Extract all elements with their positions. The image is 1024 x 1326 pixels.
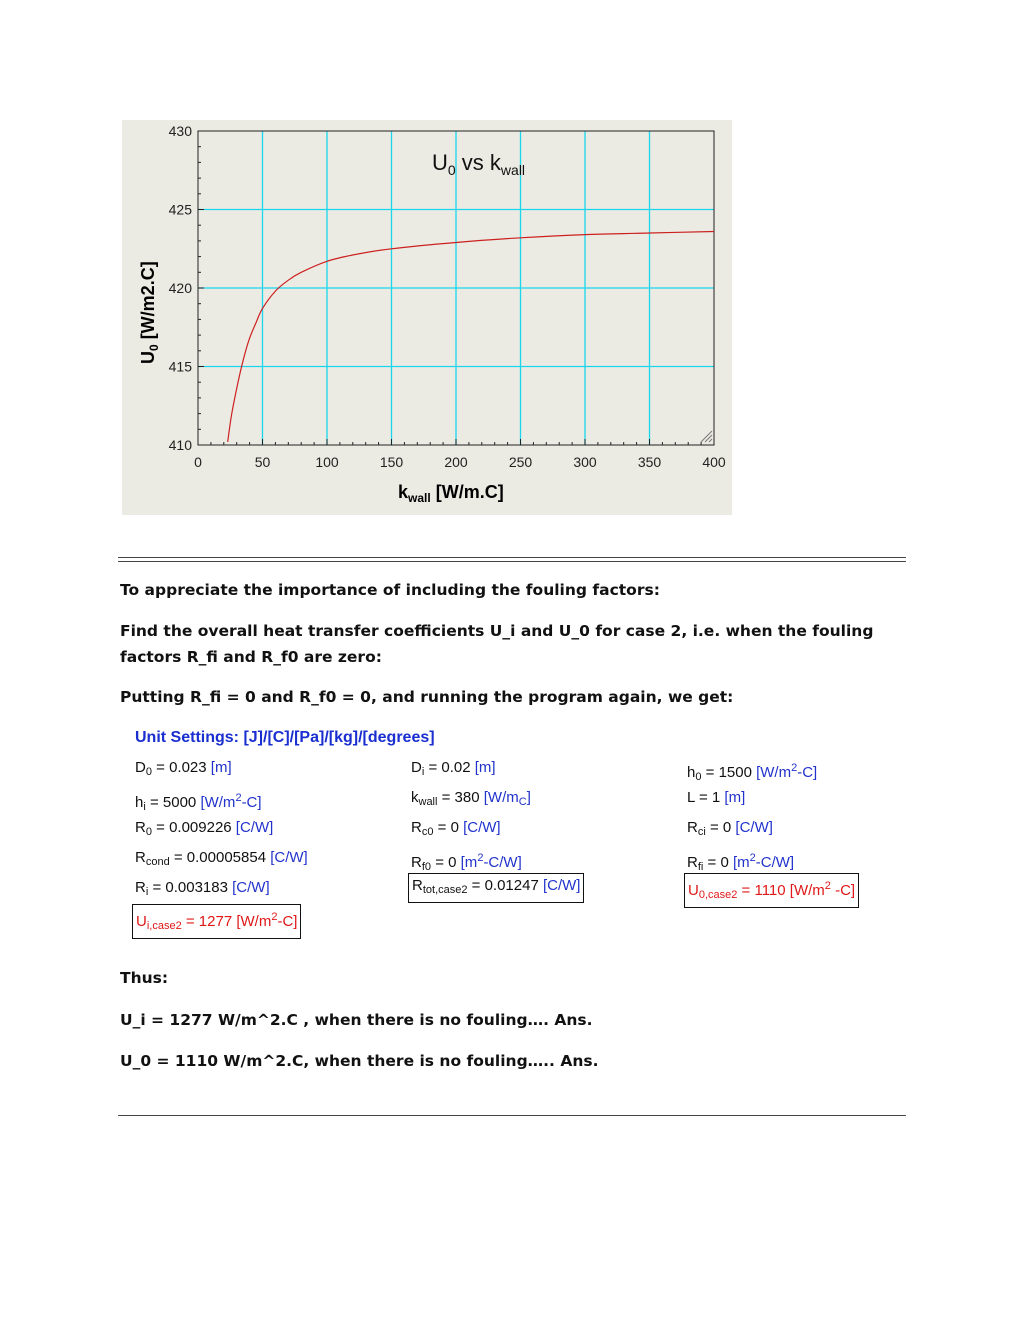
bottom-divider xyxy=(118,1115,906,1116)
result-rtot-case2: $R_{tot,case2} = 0.01247$ [C/W] xyxy=(408,873,584,903)
x-tick-label: 250 xyxy=(508,454,533,470)
paragraph-thus: Thus: xyxy=(120,969,169,987)
result-u0-case2: $U_{0,case2} = 1110$ [$W/m^2$ -C] xyxy=(684,873,859,908)
y-tick-label: 415 xyxy=(168,358,192,375)
result-kwall: $k_{wall} = 380$ $[W/m_C]$ xyxy=(411,789,531,808)
result-rfi: $R_{fi} = 0$ $[m^2-C/W]$ xyxy=(687,852,795,873)
chart-title: $U_0$ vs $k_{wall}$ xyxy=(432,150,526,178)
result-d0: $D_0 = 0.023$ [m] xyxy=(135,759,232,778)
x-tick-label: 50 xyxy=(254,454,271,470)
results-window xyxy=(120,722,900,942)
result-l: L = 1 [m] xyxy=(687,789,746,806)
paragraph-task: Find the overall heat transfer coefficients U_i and U_0 for case 2, i.e. when the fouling factors R_fi and R_f0 are zero: xyxy=(120,622,874,666)
chart-panel xyxy=(122,120,732,515)
series-line xyxy=(228,232,714,442)
result-r0: $R_0 = 0.009226$ [C/W] xyxy=(135,819,274,838)
answer-u0: U_0 = 1110 W/m^2.C, when there is no fouling….. Ans. xyxy=(120,1052,599,1070)
x-tick-label: 150 xyxy=(379,454,404,470)
x-tick-label: 0 xyxy=(194,454,202,470)
x-axis-title: $k_{wall}$ [W/m.C] xyxy=(398,482,504,505)
y-tick-label: 425 xyxy=(168,201,192,218)
paragraph-intro: To appreciate the importance of including the fouling factors: xyxy=(120,581,660,599)
y-tick-label: 430 xyxy=(168,123,192,139)
x-tick-label: 200 xyxy=(444,454,468,470)
x-tick-label: 300 xyxy=(573,454,597,470)
result-hi: $h_i = 5000$ $[W/m^2-C]$ xyxy=(135,792,262,813)
x-tick-label: 100 xyxy=(315,454,339,470)
section-divider xyxy=(118,557,906,562)
result-rc0: $R_{c0} = 0$ [C/W] xyxy=(411,819,501,838)
y-tick-label: 420 xyxy=(168,280,192,296)
x-tick-label: 400 xyxy=(702,454,726,470)
result-ui-case2: $U_{i,case2} = 1277$ $[W/m^2-C]$ xyxy=(132,904,301,939)
y-axis-title: $U_0$ [W/m2.C] xyxy=(138,261,161,364)
result-h0: $h_0 = 1500$ $[W/m^2-C]$ xyxy=(687,762,818,783)
y-tick-label: 410 xyxy=(168,437,192,453)
result-ri: $R_i = 0.003183$ [C/W] xyxy=(135,879,270,898)
resize-grip-icon[interactable] xyxy=(701,431,712,442)
result-rf0: $R_{f0} = 0$ $[m^2-C/W]$ xyxy=(411,852,522,873)
result-rci: $R_{ci} = 0$ [C/W] xyxy=(687,819,773,838)
answer-ui: U_i = 1277 W/m^2.C , when there is no fouling…. Ans. xyxy=(120,1011,593,1029)
unit-settings-heading: Unit Settings: [J]/[C]/[Pa]/[kg]/[degrees] xyxy=(135,729,435,746)
result-rcond: $R_{cond} = 0.00005854$ [C/W] xyxy=(135,849,308,868)
result-di: $D_i = 0.02$ [m] xyxy=(411,759,496,778)
line-chart xyxy=(122,120,732,515)
paragraph-method: Putting R_fi = 0 and R_f0 = 0, and running the program again, we get: xyxy=(120,688,734,706)
x-tick-label: 350 xyxy=(637,454,662,470)
